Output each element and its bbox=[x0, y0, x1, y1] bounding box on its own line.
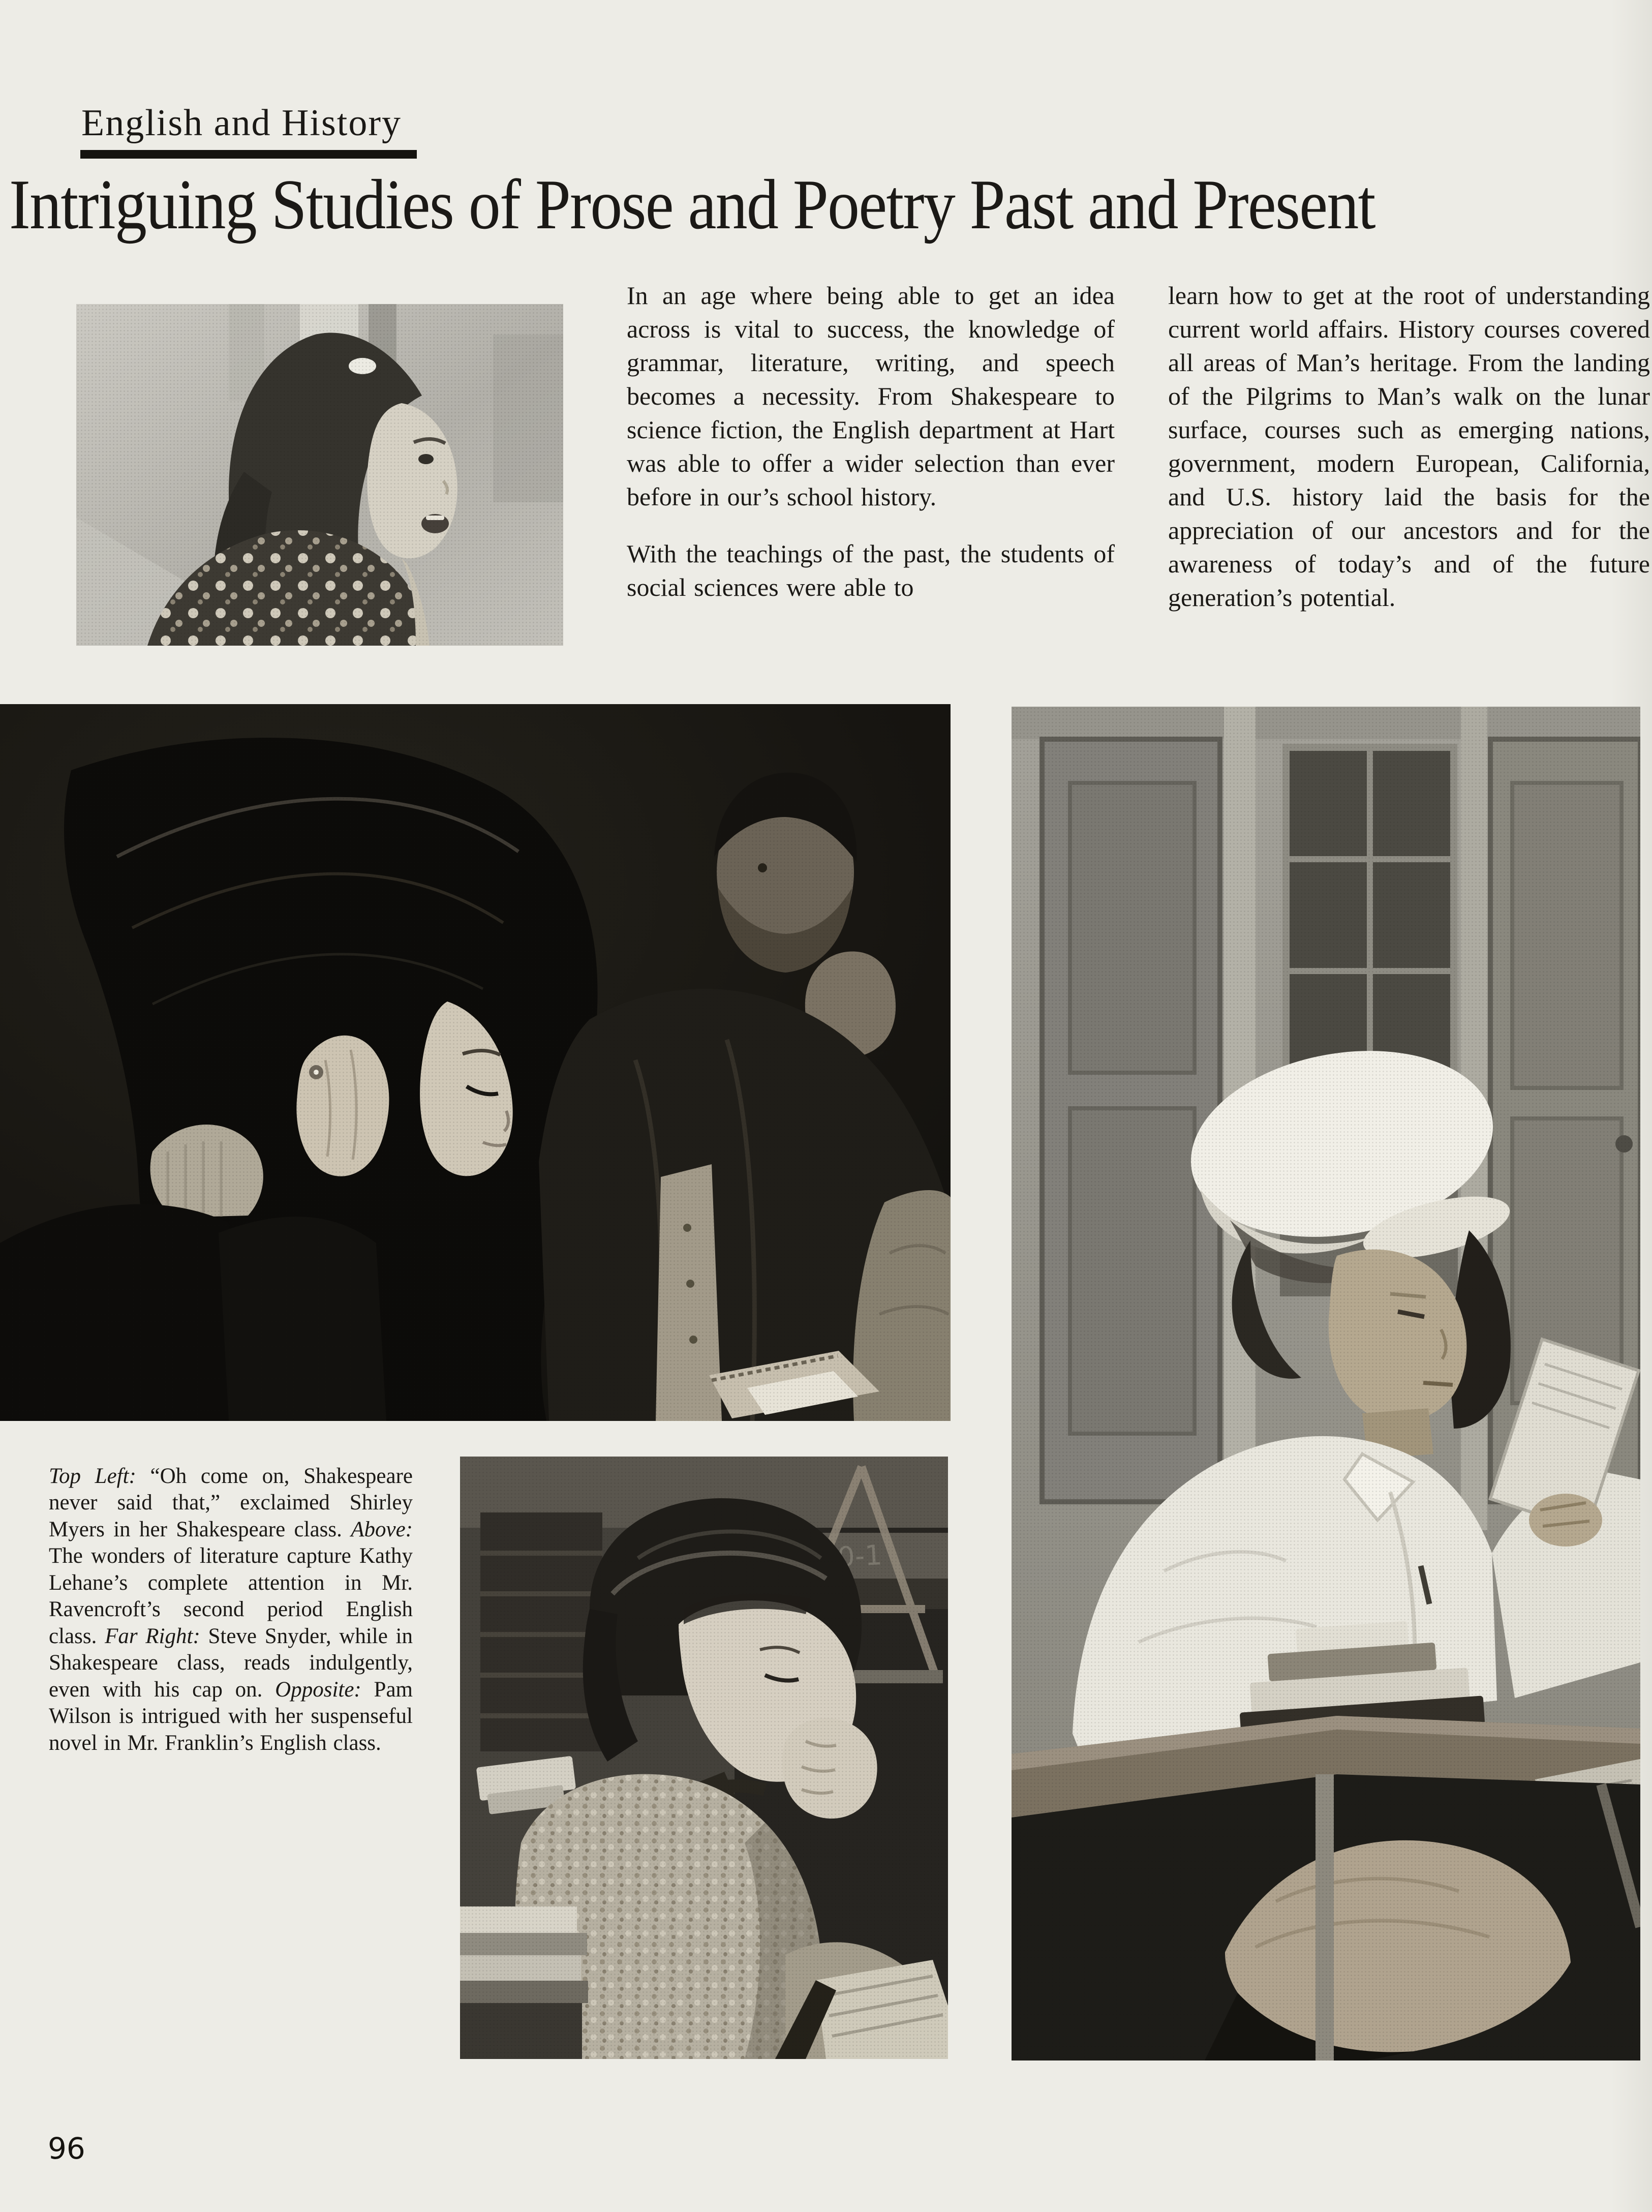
photo-steve-illustration bbox=[1012, 707, 1640, 2061]
photo-bottom-pam bbox=[460, 1457, 948, 2059]
hair-clip-shape bbox=[349, 358, 376, 374]
hand-shape bbox=[1529, 1494, 1602, 1547]
caption-text-far-right: Steve Snyder, while in Shakespeare class, reads indulgently, even with his cap on. bbox=[49, 1624, 413, 1702]
caption-text-above: The wonders of literature capture Kathy Lehane’s complete attention in Mr. Ravencroft’s second period English class. bbox=[49, 1544, 413, 1648]
fist-shape bbox=[782, 1718, 877, 1819]
shirt-shape bbox=[656, 1164, 722, 1421]
photo-pam-illustration bbox=[460, 1457, 948, 2059]
photo-kathy-illustration bbox=[0, 704, 951, 1421]
photo-shirley-illustration bbox=[76, 304, 563, 646]
caption-label-opposite: Opposite: bbox=[275, 1677, 361, 1702]
section-header: English and History bbox=[80, 102, 417, 159]
photo-captions bbox=[49, 1463, 413, 1756]
caption-text-top-left: “Oh come on, Shakespeare never said that,” exclaimed Shirley Myers in her Shakespeare class. bbox=[49, 1464, 413, 1541]
desk-leg-shape bbox=[1316, 1774, 1334, 2061]
caption-label-top-left: Top Left: bbox=[49, 1464, 136, 1488]
article-paragraph-1: In an age where being able to get an idea across is vital to success, the knowledge of grammar, literature, writing, and speech becomes a necessity. From Shakespeare to science fiction, the English department at Hart was able to offer a wider selection than ever before in our’s school history. bbox=[627, 281, 1115, 511]
caption-label-far-right: Far Right: bbox=[105, 1624, 200, 1648]
article-column-1 bbox=[627, 279, 1115, 627]
photo-right-steve bbox=[1012, 707, 1640, 2061]
door-knob-shape bbox=[1615, 1135, 1633, 1153]
caption-paragraph bbox=[49, 1463, 413, 1756]
article-paragraph-2: With the teachings of the past, the students of social sciences were able to bbox=[627, 539, 1115, 601]
article-paragraph-3: learn how to get at the root of understanding current world affairs. History courses covered all areas of Man’s heritage. From the landing of the Pilgrims to Man’s walk on the lunar surface, courses such as emerging nations, government, modern European, California, and U.S. history laid the basis for the appreciation of our ancestors and for the awareness of today’s and of the future generation’s potential. bbox=[1168, 281, 1650, 612]
page-title bbox=[9, 164, 1526, 246]
photo-top-left-shirley bbox=[76, 304, 563, 646]
caption-label-above: Above: bbox=[351, 1517, 413, 1541]
photo-left-kathy bbox=[0, 704, 951, 1421]
book-stack-shape bbox=[460, 1906, 577, 1933]
page-number: 96 bbox=[48, 2131, 85, 2166]
page-title-text: Intriguing Studies of Prose and Poetry Past and Present bbox=[9, 165, 1375, 244]
caption-text-opposite: Pam Wilson is intrigued with her suspenseful novel in Mr. Franklin’s English class. bbox=[49, 1677, 413, 1755]
article-column-2 bbox=[1168, 279, 1650, 638]
